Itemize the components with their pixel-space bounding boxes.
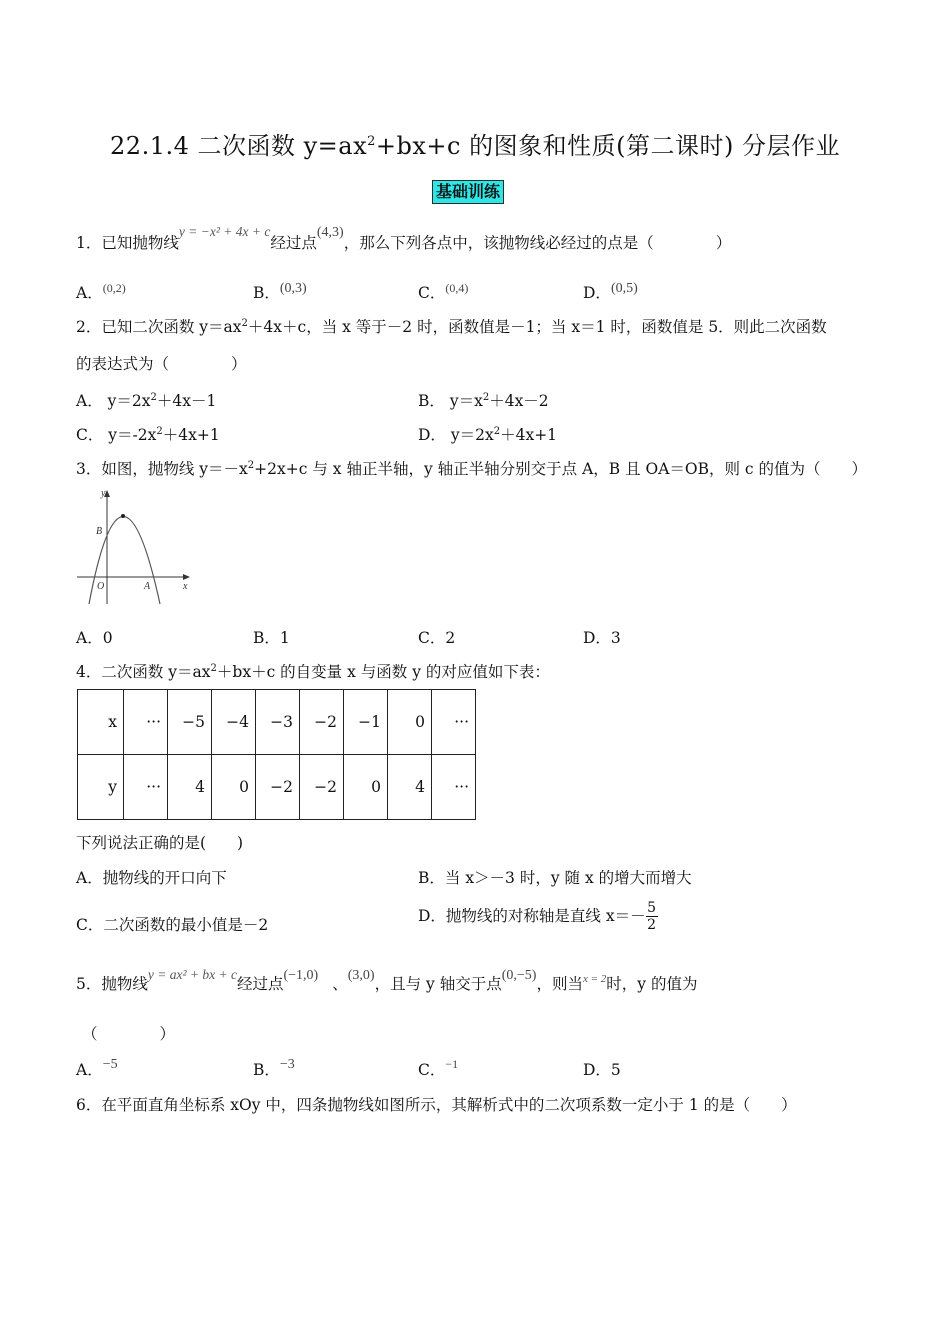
table-cell: y (78, 755, 124, 820)
q1-option-c: C．$^{(0,4)}$ (418, 281, 469, 302)
q5-option-d: D．5 (583, 1061, 621, 1079)
q4-option-a: A．抛物线的开口向下 (76, 869, 227, 887)
q1-point: (4,3) (316, 225, 344, 240)
q2-line-2: 的表达式为（ ） (76, 355, 247, 373)
table-cell: −4 (212, 690, 256, 755)
table-cell: −3 (256, 690, 300, 755)
label-a: A (144, 581, 151, 592)
q5-condition: x = 2 (582, 973, 607, 985)
label-b: B (96, 526, 103, 537)
q5-line: 5．抛物线y = ax² + bx + c经过点(−1,0) 、(3,0)，且与 y 轴交于点(0,−5)，则当$^{x = 2}$时，y 的值为 (76, 967, 698, 993)
title-text-end: +bx+c 的图象和性质(第二课时) 分层作业 (375, 132, 840, 160)
q2-option-b: B． $y=x^2+4x-2$ (418, 391, 549, 410)
table-row-y (78, 755, 476, 820)
q2-option-c: C． $y=-2x^2+4x+1$ (76, 425, 220, 444)
q2-line-1: 2．已知二次函数 $y=ax^2+4x+c$，当 x 等于－2 时，函数值是－1；当 x＝1 时，函数值是 5．则此二次函数 (76, 317, 827, 336)
table-row-x (78, 690, 476, 755)
q1-option-d: D．(0,5) (583, 281, 638, 302)
q5-formula: y = ax² + bx + c (147, 967, 237, 982)
q4-line: 4．二次函数 $y=ax^2+bx+c$ 的自变量 x 与函数 y 的对应值如下表： (76, 662, 550, 681)
q3-option-b: B．1 (253, 629, 290, 647)
q1-option-b: B．(0,3) (253, 281, 307, 302)
label-o: O (97, 581, 105, 592)
q1-option-a: A．$^{(0,2)}$ (76, 281, 126, 302)
table-cell: −2 (300, 755, 344, 820)
q5-option-a: A．−5 (76, 1057, 118, 1079)
table-cell: −1 (344, 690, 388, 755)
table-cell: −2 (300, 690, 344, 755)
q5-option-c: C．$^{-1}$ (418, 1057, 459, 1079)
title-exponent: 2 (367, 134, 376, 149)
section-badge: 基础训练 (432, 180, 504, 204)
table-cell: 4 (168, 755, 212, 820)
q2-option-d: D． $y=2x^2+4x+1$ (418, 425, 558, 444)
table-cell: 0 (344, 755, 388, 820)
q5-point-2: (3,0) (347, 968, 375, 983)
table-cell: 0 (388, 690, 432, 755)
label-y: y (101, 488, 106, 499)
q1-text-a: 1．已知抛物线 (76, 234, 179, 252)
q1-text-c: ，那么下列各点中，该抛物线必经过的点是（ ） (343, 234, 732, 252)
table-cell: ··· (124, 690, 168, 755)
q3-option-d: D．3 (583, 629, 621, 647)
q3-line: 3．如图，抛物线 $y=-x^2+2x+c$ 与 x 轴正半轴，y 轴正半轴分别交于点 A，B 且 OA＝OB，则 c 的值为（ ） (76, 459, 868, 478)
q2-option-a: A． $y=2x^2+4x-1$ (76, 391, 217, 410)
q1-formula: y = −x² + 4x + c (178, 224, 271, 239)
label-x: x (183, 581, 188, 592)
table-cell: x (78, 690, 124, 755)
fraction: $\frac{5}{2}$ (647, 900, 657, 933)
q4-value-table (77, 689, 476, 820)
title-text-start: 22.1.4 二次函数 y=ax (110, 132, 368, 160)
q4-option-d: D．抛物线的对称轴是直线 x＝－ $\frac{5}{2}$ (418, 900, 657, 933)
vertex-point (121, 514, 125, 518)
x-axis-arrow (183, 574, 190, 580)
table-cell: 4 (388, 755, 432, 820)
q5-option-b: B．−3 (253, 1057, 295, 1079)
table-cell: ··· (124, 755, 168, 820)
table-cell: −2 (256, 755, 300, 820)
q5-point-3: (0,−5) (501, 968, 537, 983)
q3-parabola-graph (72, 486, 196, 610)
q6-line: 6．在平面直角坐标系 xOy 中，四条抛物线如图所示，其解析式中的二次项系数一定小于 1 的是（ ） (76, 1096, 797, 1114)
q1-text-b: 经过点 (270, 234, 317, 252)
table-cell: ··· (432, 755, 476, 820)
q1-line (76, 224, 732, 253)
table-cell: ··· (432, 690, 476, 755)
page-title (0, 126, 950, 161)
table-cell: −5 (168, 690, 212, 755)
q5-point-1: (−1,0) (283, 968, 319, 983)
q3-option-a: A．0 (76, 629, 113, 647)
q4-option-c: C．二次函数的最小值是－2 (76, 916, 269, 934)
q3-option-c: C．2 (418, 629, 456, 647)
q5-answer-paren: （ ） (82, 1025, 176, 1043)
q4-after-table: 下列说法正确的是( ) (76, 834, 244, 852)
table-cell: 0 (212, 755, 256, 820)
q4-option-b: B．当 x＞－3 时，y 随 x 的增大而增大 (418, 869, 692, 887)
